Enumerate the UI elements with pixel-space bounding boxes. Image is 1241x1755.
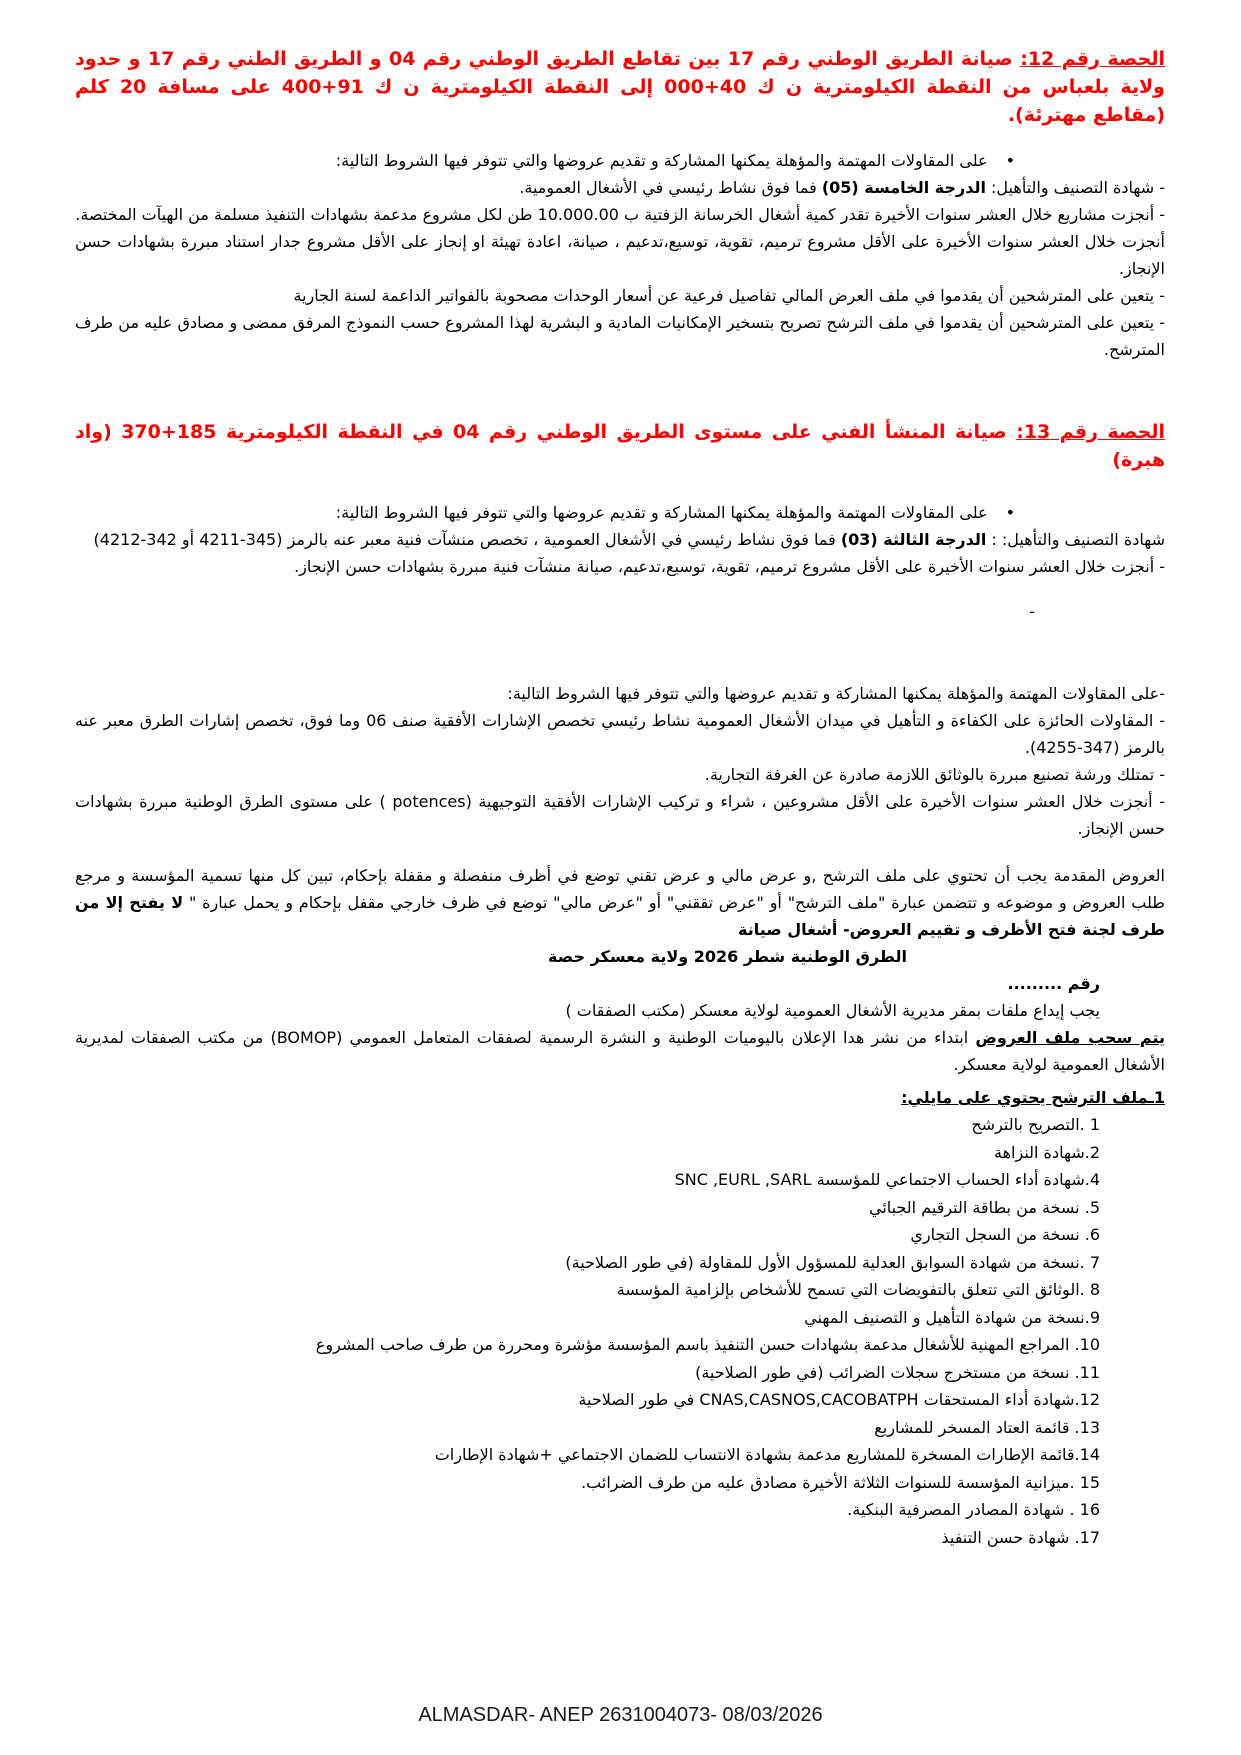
condition-text: - شهادة التصنيف والتأهيل: xyxy=(985,178,1165,197)
dossier-item: 2.شهادة النزاهة xyxy=(994,1142,1100,1162)
dossier-item: 5. نسخة من بطاقة الترقيم الجبائي xyxy=(868,1197,1100,1217)
envelopes-paragraph xyxy=(75,862,1165,943)
dossier-item: 13. قائمة العتاد المسخر للمشاريع xyxy=(874,1417,1100,1437)
condition-text: فما فوق نشاط رئيسي في الأشغال العمومية ، تخصص منشآت فنية معبر عنه بالرمز (345-4211 أو 342-4212) xyxy=(93,530,841,549)
dossier-item: 17. شهادة حسن التنفيذ xyxy=(941,1527,1100,1547)
dossier-item: 7 .نسخة من شهادة السوابق العدلية للمسؤول الأول للمقاولة (في طور الصلاحية) xyxy=(565,1252,1100,1272)
bullet-icon: • xyxy=(1005,151,1015,170)
lot13-condition-works: - أنجزت خلال العشر سنوات الأخيرة على الأقل مشروع ترميم، تقوية، توسيع،تدعيم، صيانة منشآت فنية مبررة بشهادات حسن الإنجاز. xyxy=(294,557,1165,576)
signs-condition-qualification: - المقاولات الحائزة على الكفاءة و التأهيل في ميدان الأشغال العمومية نشاط رئيسي تخصص الإشارات الأفقية صنف 06 وما فوق، تخصص إشارات الطرق معبر عنه بالرمز (347-4255). xyxy=(75,711,1165,757)
lot12-heading-title: صيانة الطريق الوطني رقم 17 بين تقاطع الطريق الوطني رقم 04 و الطريق الطني رقم 17 و حدود ولاية بلعباس من النقطة الكيلومترية ن ك 40+000 إلى النقطة الكيلومترية ن ك 91+400 على مسافة 20 كلم (مقاطع مهترئة). xyxy=(75,48,1165,126)
lot12-condition-classification xyxy=(75,174,1165,201)
lot12-conditions-intro-text: على المقاولات المهتمة والمؤهلة يمكنها المشاركة و تقديم عروضها والتي تتوفر فيها الشروط التالية: xyxy=(335,151,988,170)
lot13-heading xyxy=(75,418,1165,474)
condition-grade: الدرجة الخامسة (05) xyxy=(821,178,986,197)
lot12-condition-projects: - أنجزت مشاريع خلال العشر سنوات الأخيرة تقدر كمية أشغال الخرسانة الزفتية ب 10.000.00 طن لكل مشروع مدعمة بشهادات التنفيذ مسلمة من الهيآت المختصة. xyxy=(75,205,1165,224)
dossier-item: 14.قائمة الإطارات المسخرة للمشاريع مدعمة بشهادة الانتساب للضمان الاجتماعي +شهادة الإطارات xyxy=(434,1445,1100,1464)
lot12-condition-declaration: - يتعين على المترشحين أن يقدموا في ملف الترشح تصريح بتسخير الإمكانيات المادية و البشرية لهذا المشروع حسب النموذج المرفق ممضى و مصادق عليه من طرف المترشح. xyxy=(75,313,1165,359)
lot13-conditions-intro-text: على المقاولات المهتمة والمؤهلة يمكنها المشاركة و تقديم عروضها والتي تتوفر فيها الشروط التالية: xyxy=(335,503,988,522)
signs-condition-projects: - أنجزت خلال العشر سنوات الأخيرة على الأقل مشروعين ، شراء و تركيب الإشارات الأفقية التوجيهية (potences ) على مستوى الطرق الوطنية مبررة بشهادات حسن الإنجاز. xyxy=(75,792,1166,838)
envelopes-warning-line2: الطرق الوطنية شطر 2026 ولاية معسكر حصة xyxy=(548,947,907,966)
lot12-conditions xyxy=(75,147,1165,363)
dossier-item: 11. نسخة من مستخرج سجلات الضرائب (في طور الصلاحية) xyxy=(695,1362,1100,1382)
lot12-heading xyxy=(75,45,1165,129)
dossier-item: 8 .الوثائق التي تتعلق بالتفويضات التي تسمح للأشخاص بإلزامية المؤسسة xyxy=(616,1280,1100,1299)
dossier-item: 15 .ميزانية المؤسسة للسنوات الثلاثة الأخيرة مصادق عليه من طرف الضرائب. xyxy=(581,1472,1100,1492)
anep-footer: ALMASDAR- ANEP 2631004073- 08/03/2026 xyxy=(418,1704,823,1726)
dossier-heading: 1ـملف الترشح يحتوي على مايلي: xyxy=(901,1088,1165,1107)
lot13-heading-label: الحصة رقم 13: xyxy=(1016,421,1165,443)
dossier-item: 16 . شهادة المصادر المصرفية البنكية. xyxy=(847,1500,1100,1519)
dossier-item: 9.نسخة من شهادة التأهيل و التصنيف المهني xyxy=(804,1307,1100,1327)
lot12-heading-label: الحصة رقم 12: xyxy=(1020,48,1165,70)
lot13-conditions xyxy=(75,499,1165,625)
dossier-item: 6. نسخة من السجل التجاري xyxy=(910,1225,1100,1244)
signs-condition-workshop: - تمتلك ورشة تصنيع مبررة بالوثائق اللازمة صادرة عن الغرفة التجارية. xyxy=(704,765,1165,784)
condition-grade: الدرجة الثالثة (03) xyxy=(840,530,987,549)
lot12-condition-works: أنجزت خلال العشر سنوات الأخيرة على الأقل مشروع ترميم، تقوية، توسيع،تدعيم ، صيانة، اعادة تهيئة او إنجاز على الأقل مشروع جدار استناد مبررة بشهادات حسن الإنجاز. xyxy=(75,232,1165,278)
lot13-heading-title: صيانة المنشأ الفني على مستوى الطريق الوطني رقم 04 في النقطة الكيلومترية 185+370 (واد هبرة) xyxy=(75,421,1165,471)
withdraw-text: ابتداء من نشر هدا الإعلان باليوميات الوطنية و النشرة الرسمية لصفقات المتعامل العمومي (BOMOP) من مكتب الصفقات لمديرية الأشغال العمومية لولاية معسكر. xyxy=(75,1028,1165,1074)
dossier-item: 1 .التصريح بالترشح xyxy=(971,1115,1100,1134)
dossier-item: 4.شهادة أداء الحساب الاجتماعي للمؤسسة SNC ,EURL ,SARL xyxy=(674,1170,1100,1189)
submission-section xyxy=(75,862,1165,1078)
dossier-item: 10. المراجع المهنية للأشغال مدعمة بشهادات حسن التنفيذ باسم المؤسسة مؤشرة ومحررة من طرف صاحب المشروع xyxy=(315,1335,1100,1354)
condition-text: فما فوق نشاط رئيسي في الأشغال العمومية. xyxy=(519,178,822,197)
lot12-conditions-intro xyxy=(75,147,1165,174)
dash-line: - xyxy=(1029,602,1035,621)
withdraw-paragraph xyxy=(75,1024,1165,1078)
lot13-condition-classification xyxy=(75,526,1165,553)
envelopes-warning: لا يفتح إلا من طرف لجنة فتح الأظرف و تقييم العروض- أشغال صيانة xyxy=(75,893,1165,939)
dossier-item: 12.شهادة أداء المستحقات CNAS,CASNOS,CACOBATPH في طور الصلاحية xyxy=(578,1390,1100,1409)
signs-conditions-intro: -على المقاولات المهتمة والمؤهلة يمكنها المشاركة و تقديم عروضها والتي تتوفر فيها الشروط التالية: xyxy=(507,684,1165,703)
lot-number-line: رقم ......... xyxy=(1007,974,1100,993)
signs-conditions xyxy=(75,680,1165,842)
withdraw-label: يتم سحب ملف العروض xyxy=(975,1028,1166,1047)
lot12-condition-prices: - يتعين على المترشحين أن يقدموا في ملف العرض المالي تفاصيل فرعية عن أسعار الوحدات مصحوبة بالفواتير الداعمة لسنة الجارية xyxy=(293,286,1165,305)
bullet-icon: • xyxy=(1005,503,1015,522)
envelopes-text: العروض المقدمة يجب أن تحتوي على ملف الترشح ,و عرض مالي و عرض تقني توضع في أظرف منفصلة و مقفلة بإحكام، تبين كل منها تسمية المؤسسة و مرجع طلب العروض و موضوعه و تتضمن عبارة "ملف الترشح" أو "عرض تققني" أو "عرض مالي" توضع في ظرف خارجي مقفل بإحكام و يحمل عبارة " xyxy=(75,866,1165,912)
dossier-list xyxy=(75,1111,1165,1551)
deposit-line: يجب إيداع ملفات بمقر مديرية الأشغال العمومية لولاية معسكر (مكتب الصفقات ) xyxy=(565,1001,1100,1020)
lot13-conditions-intro xyxy=(75,499,1165,526)
condition-text: شهادة التصنيف والتأهيل: : xyxy=(986,530,1165,549)
